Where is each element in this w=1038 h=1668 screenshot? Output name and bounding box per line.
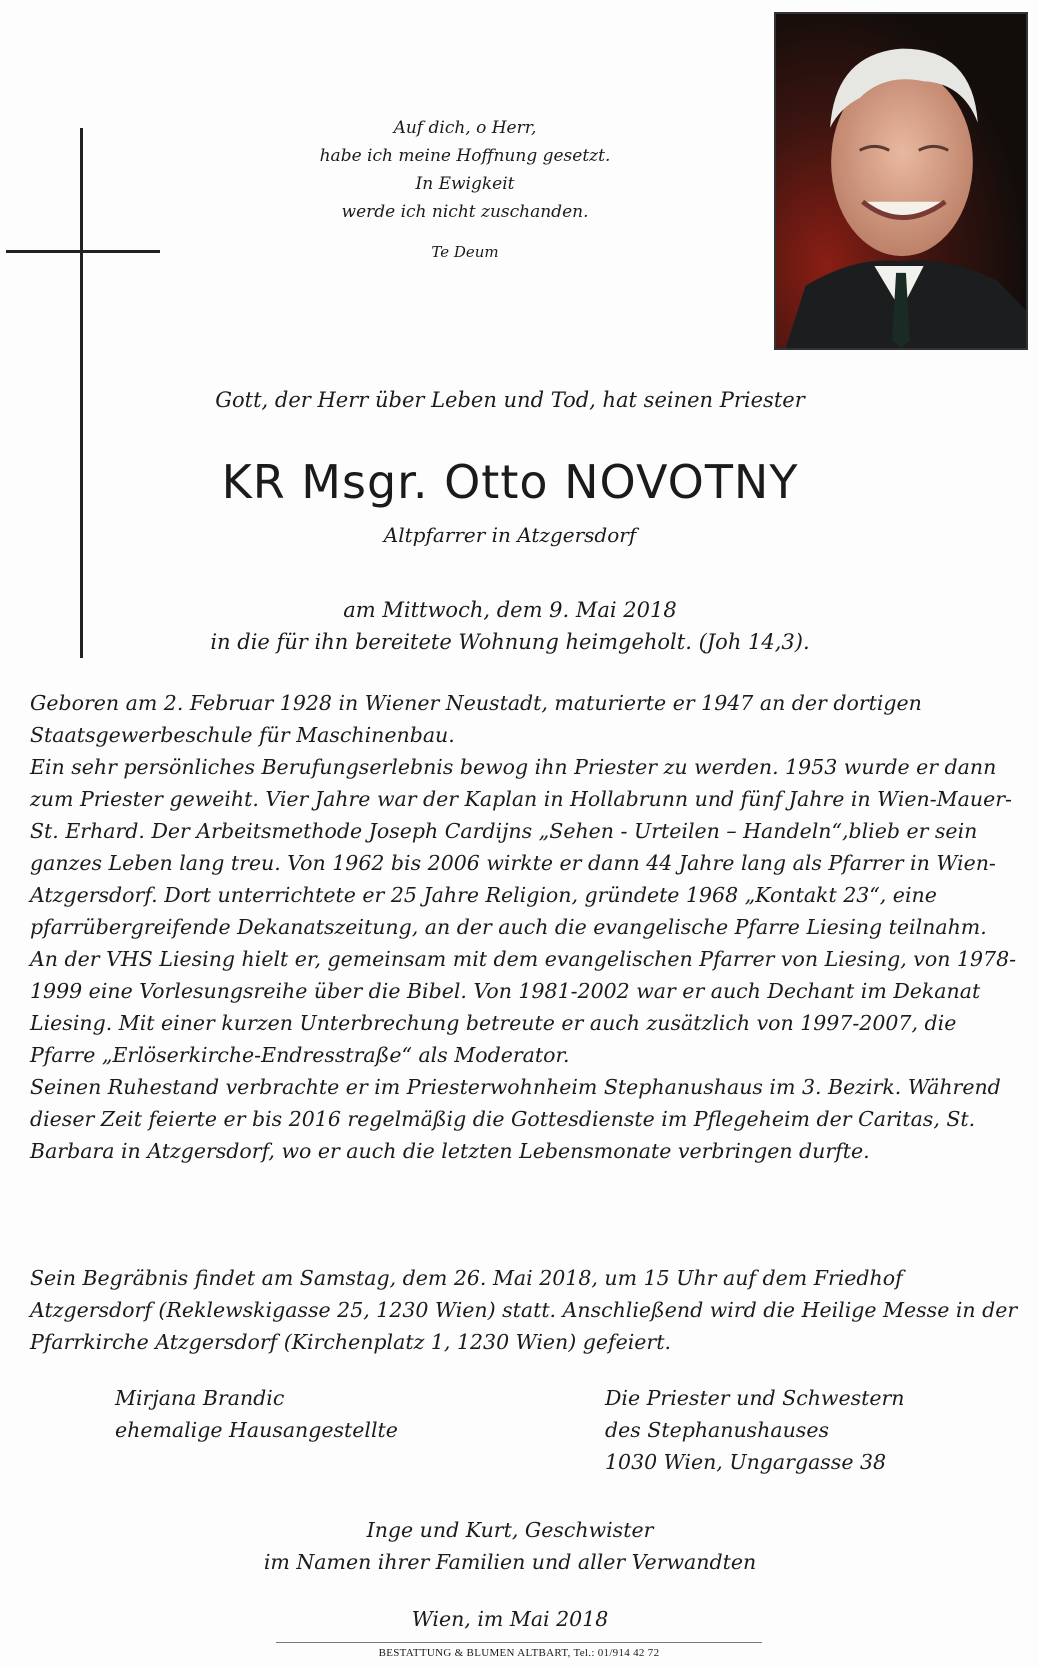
mourner-line: ehemalige Hausangestellte — [115, 1418, 398, 1442]
bible-quote — [180, 114, 750, 266]
portrait-photo — [774, 12, 1028, 350]
death-date: am Mittwoch, dem 9. Mai 2018 — [343, 598, 677, 622]
family-line: im Namen ihrer Familien und aller Verwandten — [263, 1550, 757, 1574]
mourners-left — [115, 1382, 398, 1446]
mourners-right — [605, 1382, 904, 1478]
quote-line: Auf dich, o Herr, — [393, 118, 537, 138]
cross-vertical-bar — [80, 128, 83, 658]
mourner-line: Die Priester und Schwestern — [605, 1386, 905, 1410]
family-line: Inge und Kurt, Geschwister — [366, 1518, 654, 1542]
undertaker-footer: BESTATTUNG & BLUMEN ALTBART, Tel.: 01/914 42 72 — [378, 1647, 660, 1659]
quote-line: habe ich meine Hoffnung gesetzt. — [319, 146, 611, 166]
biography-paragraph: Ein sehr persönliches Berufungserlebnis bewog ihn Priester zu werden. 1953 wurde er dann zum Priester geweiht. Vier Jahre war der Kaplan in Hollabrunn und fünf Jahre in Wien-Mauer-St. Erhard. Der Arbeitsmethode Joseph Cardijns „Sehen - Urteilen – Handeln“,blieb er sein ganzes Leben lang treu. Von 1962 bis 2006 wirkte er dann 44 Jahre lang als Pfarrer in Wien-Atzgersdorf. Dort unterrichtete er 25 Jahre Religion, gründete 1968 „Kontakt 23“, eine pfarrübergreifende Dekanatszeitung, an der auch die evangelische Pfarre Liesing teilnahm. An der VHS Liesing hielt er, gemeinsam mit dem evangelischen Pfarrer von Liesing, von 1978-1999 eine Vorlesungsreihe über die Bibel. Von 1981-2002 war er auch Dechant im Dekanat Liesing. Mit einer kurzen Unterbrechung betreute er auch zusätzlich von 1997-2007, die Pfarre „Erlöserkirche-Endresstraße“ als Moderator. — [30, 755, 1017, 1067]
quote-source: Te Deum — [431, 243, 499, 261]
funeral-details: Sein Begräbnis findet am Samstag, dem 26. Mai 2018, um 15 Uhr auf dem Friedhof Atzgersdorf (Reklewskigasse 25, 1230 Wien) statt. Anschließend wird die Heilige Messe in der Pfarrkirche Atzgersdorf (Kirchenplatz 1, 1230 Wien) gefeiert. — [30, 1266, 1018, 1354]
footer-divider — [276, 1642, 762, 1643]
death-verse: in die für ihn bereitete Wohnung heimgeholt. (Joh 14,3). — [210, 630, 810, 654]
intro-line: Gott, der Herr über Leben und Tod, hat seinen Priester — [215, 388, 805, 412]
family-mourners — [120, 1514, 900, 1578]
place-date: Wien, im Mai 2018 — [411, 1607, 609, 1631]
mourner-line: des Stephanushauses — [605, 1418, 829, 1442]
quote-line: werde ich nicht zuschanden. — [341, 202, 589, 222]
cross-horizontal-bar — [6, 250, 160, 253]
mourner-line: 1030 Wien, Ungargasse 38 — [605, 1450, 887, 1474]
mourner-line: Mirjana Brandic — [115, 1386, 285, 1410]
death-notice — [120, 594, 900, 658]
biography-paragraph: Seinen Ruhestand verbrachte er im Priesterwohnheim Stephanushaus im 3. Bezirk. Während dieser Zeit feierte er bis 2016 regelmäßig die Gottesdienste im Pflegeheim der Caritas, St. Barbara in Atzgersdorf, wo er auch die letzten Lebensmonate verbringen durfte. — [30, 1075, 1001, 1163]
biography — [30, 687, 1020, 1167]
deceased-role: Altpfarrer in Atzgersdorf — [383, 523, 637, 547]
quote-line: In Ewigkeit — [415, 174, 515, 194]
deceased-name: KR Msgr. Otto NOVOTNY — [221, 455, 799, 509]
biography-paragraph: Geboren am 2. Februar 1928 in Wiener Neustadt, maturierte er 1947 an der dortigen Staatsgewerbeschule für Maschinenbau. — [30, 691, 922, 747]
